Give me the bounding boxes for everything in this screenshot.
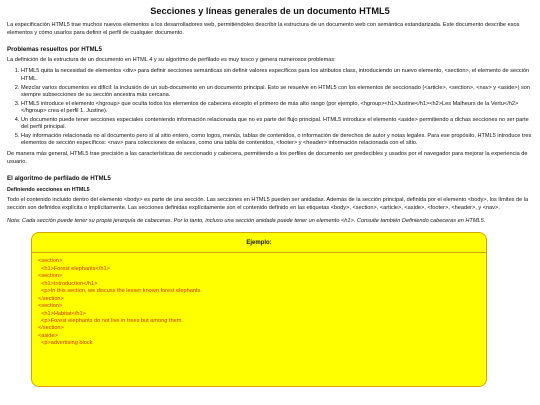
code-line: <section> [38,258,63,265]
list-item: 5. Hay información relacionada no al documento pero sí al sitio entero, como logos, menús, tablas de contenidos, o información de derechos de autor y notas legales. Para ese propósito, HTML5 introduce tres elementos de sección específicos: <nav> para colecciones de enlaces, como una tabla de contenidos, <footer> y <header> información relacionada con el sitio. [21,133,533,148]
example-box [31,232,487,387]
list-item: 3. HTML5 introduce el elemento <hgroup> que oculta todos los elementos de cabecera excepto el primero de más alto rango (por ejemplo, <hgroup><h1>Justine</h1><h2>Les Malheurs de la Vertu</h2></hgroup> crea el perfil 1. Justine). [21,101,533,116]
code-line: <p>Forest elephants do not live in trees but among them. [38,317,183,324]
code-line: <section> [38,273,63,280]
example-divider [32,252,486,253]
code-line: <section> [38,303,63,310]
code-line: <h1>Introduction</h1> [38,280,98,287]
example-title: Ejemplo: [246,239,272,246]
code-line: <p>In this section, we discuss the lesser known forest elephants. [38,288,202,295]
problems-lead: La definición de la estructura de un documento en HTML 4 y su algoritmo de perfilado es muy tosco y genera numerosos problemas: [7,57,336,64]
algorithm-heading: El algoritmo de perfilado de HTML5 [7,175,111,183]
problems-closing: De manera más general, HTML5 trae precisión a las características de seccionado y cabecera, permitiendo a los perfiles de documento ser predecibles y usados por el navegador para mejorar la experiencia de usuario. [7,151,528,165]
problems-heading: Problemas resueltos por HTML5 [7,45,102,53]
code-line: <aside> [38,332,58,339]
algorithm-note: Nota: Cada sección puede tener su propia jerarquía de cabeceras. Por lo tanto, incluso una sección anidada puede tener un elemento <h1>. Consulte también Definiendo cabeceras en HTML5. [7,218,486,225]
code-line: <h1>Forest elephants</h1> [38,265,110,272]
list-item: 4. Un documento puede tener secciones especiales conteniendo información relacionada que no es parte del flujo principal. HTML5 introduce el elemento <aside> permitiendo a dichas secciones no ser parte del perfil principal. [21,117,533,132]
code-line: <p>advertising block [38,340,93,347]
problems-list [7,68,533,147]
algorithm-subheading: Definiendo secciones en HTML5 [7,187,90,194]
example-code [38,258,480,347]
algorithm-paragraph: Todo el contenido incluido dentro del elemento <body> es parte de una sección. Las secciones en HTML5 pueden ser anidadas. Además de la sección principal, definida por el elemento <body>, los límites de la sección son definidos explícita o implícitamente. Las secciones definidas explícitamente son el contenido definido en las etiquetas <body>, <section>, <article>, <aside>, <footer>, <header>, y <nav>. [7,197,529,211]
intro-paragraph: La especificación HTML5 trae muchos nuevos elementos a los desarrolladores web, permitiéndoles describir la estructura de un documento web con semántica estandarizada. Este documento describe esos elementos y cómo usarlos para definir el perfil de cualquier documento. [7,22,520,36]
list-item: 2. Mezclar varios documentos es difícil: la inclusión de un sub-documento en un documento principal. Esto se resuelve en HTML5 con los elementos de seccionado (<article>, <section>, <nav> y <aside>) son siempre subsecciones de su sección ancestra más cercana. [21,85,533,100]
list-item: 1. HTML5 quita la necesidad de elementos <div> para definir secciones semánticas sin definir valores específicos para los atributos class, introduciendo un nuevo elemento, <section>, el elemento de sección HTML. [21,68,533,83]
code-line: <h1>Habitat</h1> [38,310,86,317]
page-title: Secciones y líneas generales de un documento HTML5 [150,6,390,16]
code-line: </section> [38,295,64,302]
code-line: </section> [38,325,64,332]
